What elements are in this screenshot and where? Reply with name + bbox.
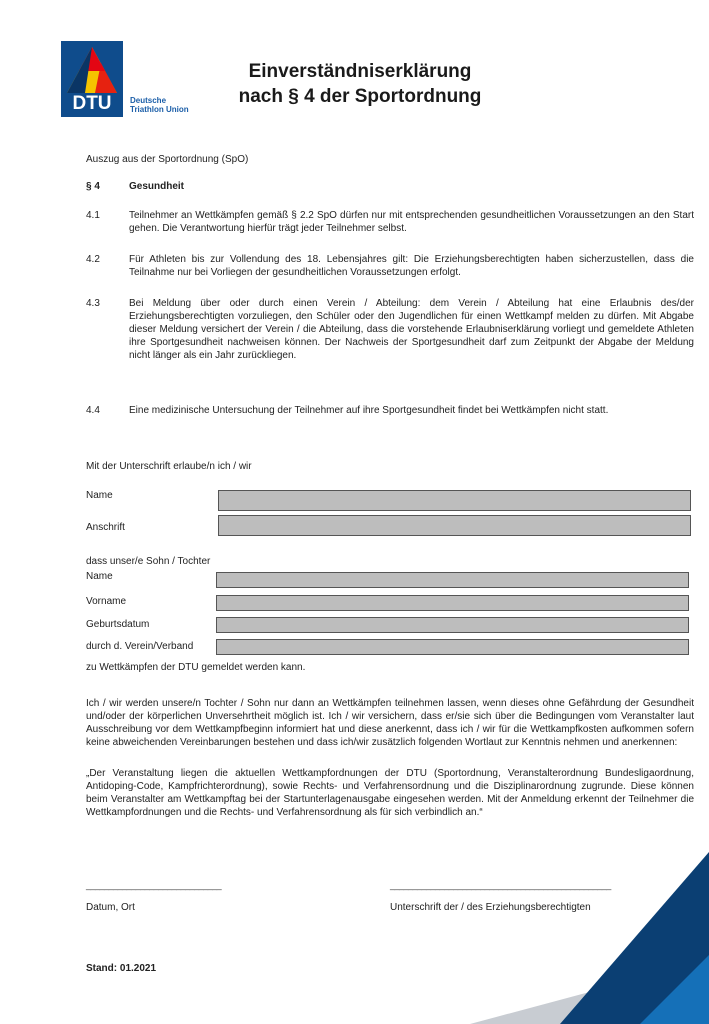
registered-text: zu Wettkämpfen der DTU gemeldet werden kann. — [86, 662, 306, 673]
club-label: durch d. Verein/Verband — [86, 641, 194, 652]
guardian-name-label: Name — [86, 490, 113, 501]
guardian-address-label: Anschrift — [86, 522, 125, 533]
document-status: Stand: 01.2021 — [86, 963, 157, 974]
logo-org-line1: Deutsche — [130, 96, 167, 105]
regulations-quote: „Der Veranstaltung liegen die aktuellen Wettkampfordnungen der DTU (Sportordnung, Veranstalterordnung Bundesligaordnung, Antidoping-Code, Kampfrichterordnung), sowie Rechts- und Verfahrensordnung und die Disziplinarordnung zugrunde. Diese können beim Veranstalter am Wettkampftag bei der Startunterlagenausgabe eingesehen werden. Mit der Anmeldung erkennt der Teilnehmer die Wettkampfordnungen und die Rechts- und Verfahrensordnung als für sich verbindlich an.“ — [86, 768, 694, 818]
excerpt-heading: Auszug aus der Sportordnung (SpO) — [86, 154, 249, 165]
form-intro: Mit der Unterschrift erlaube/n ich / wir — [86, 461, 252, 472]
document-title-line2: nach § 4 der Sportordnung — [238, 86, 482, 107]
item-text: Für Athleten bis zur Vollendung des 18. Lebensjahres gilt: Die Erziehungsberechtigten haben sicherzustellen, dass die Teilnahme nur bei Vorliegen der gesundheitlichen Voraussetzungen erfolgt. — [129, 254, 694, 278]
item-text: Bei Meldung über oder durch einen Verein / Abteilung: dem Verein / Abteilung hat eine Erlaubnis des/der Erziehungsberechtigten vorzuliegen, den Schüler oder den Jugendlichen für einen Wettkampf melden zu dürfen. Mit Abgabe dieser Meldung versichert der Verein / die Abteilung, dass die vorstehende Erlaubniserklärung vorliegt und gemeldete Athleten ihre Sportgesundheit nachweisen können. Der Nachweis der Sportgesundheit darf zum Zeitpunkt der Abgabe der Meldung nicht länger als ein Jahr zurückliegen. — [129, 298, 694, 361]
section-title: Gesundheit — [129, 181, 185, 192]
child-birthdate-label: Geburtsdatum — [86, 619, 150, 630]
date-place-line: ______________________________ — [86, 880, 222, 890]
child-firstname-label: Vorname — [86, 596, 127, 607]
document-title-line1: Einverständniserklärung — [248, 61, 472, 82]
item-text: Teilnehmer an Wettkämpfen gemäß § 2.2 SpO dürfen nur mit entsprechenden gesundheitlichen Voraussetzungen an den Start gehen. Die Verantwortung hierfür trägt jeder Teilnehmer selbst. — [129, 210, 694, 234]
guardian-signature-line: _________________________________________________ — [390, 880, 611, 890]
logo-text: DTU — [72, 93, 112, 114]
item-number: 4.3 — [86, 298, 100, 309]
guardian-signature-label: Unterschrift der / des Erziehungsberechtigten — [390, 902, 591, 913]
child-name-label: Name — [86, 571, 113, 582]
section-number: § 4 — [86, 181, 100, 192]
logo-org-line2: Triathlon Union — [130, 105, 189, 114]
item-text: Eine medizinische Untersuchung der Teilnehmer auf ihre Sportgesundheit findet bei Wettkämpfen nicht statt. — [129, 405, 609, 416]
child-intro: dass unser/e Sohn / Tochter — [86, 556, 211, 567]
item-number: 4.1 — [86, 210, 100, 221]
item-number: 4.4 — [86, 405, 100, 416]
item-number: 4.2 — [86, 254, 100, 265]
date-place-label: Datum, Ort — [86, 902, 135, 913]
declaration-text: Ich / wir werden unsere/n Tochter / Sohn nur dann an Wettkämpfen teilnehmen lassen, wenn dieses ohne Gefährdung der Gesundheit und/oder der körperlichen Unversehrtheit möglich ist. Ich / wir versichern, dass er/sie sich über die Bedingungen vom Veranstalter laut Ausschreibung vor dem Wettkampfbeginn informiert hat und diese anerkennt, dass ich / wir für die Wettkampfkosten aufkommen sofern keine abweichenden Vereinbarungen bestehen und dass ich/wir zusätzlich folgenden Wortlaut zur Kenntnis nehmen und anerkennen: — [86, 698, 694, 748]
